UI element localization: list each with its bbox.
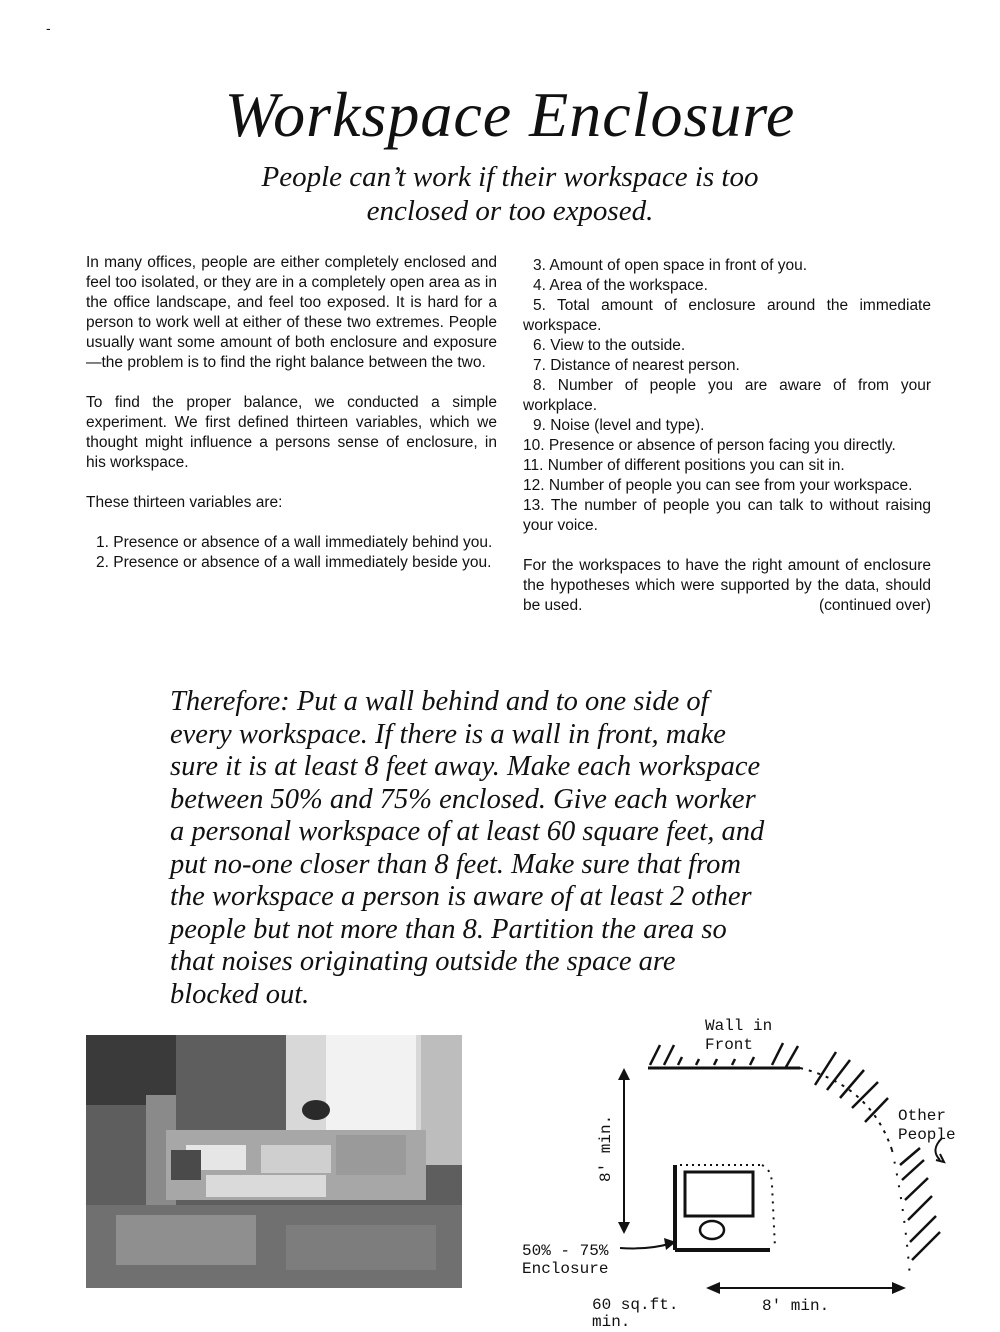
therefore-line: between 50% and 75% enclosed. Give each worker	[170, 783, 756, 815]
therefore-line: put no-one closer than 8 feet. Make sure that from	[170, 848, 741, 880]
enclosure-label: Enclosure	[522, 1260, 609, 1278]
variables-intro: These thirteen variables are:	[86, 494, 283, 511]
horizontal-dimension-label: 8' min.	[762, 1297, 830, 1315]
other-label: Other	[898, 1107, 947, 1125]
therefore-block	[170, 686, 850, 1011]
workspace-diagram	[500, 1010, 990, 1332]
vertical-arrowhead-bottom	[618, 1222, 630, 1234]
people-label: People	[898, 1126, 956, 1144]
subtitle-line-1: People can’t work if their workspace is too	[261, 161, 759, 193]
therefore-line: Therefore: Put a wall behind and to one side of	[170, 686, 709, 717]
variable-item-1: 1. Presence or absence of a wall immediately behind you.	[96, 534, 493, 551]
variable-item-9: 9. Noise (level and type).	[533, 417, 705, 434]
page-title: Workspace Enclosure	[224, 79, 796, 150]
area-label: 60 sq.ft.	[592, 1296, 679, 1314]
therefore-line: a personal workspace of at least 60 square feet, and	[170, 816, 765, 847]
variable-item-5: 5. Total amount of enclosure around the immediate workspace.	[523, 297, 931, 334]
horizontal-arrowhead-left	[706, 1282, 720, 1294]
enclosure-percent-label: 50% - 75%	[522, 1242, 609, 1260]
intro-paragraph: In many offices, people are either completely enclosed and feel too isolated, or they are in a completely open area as in the office landscape, and feel too exposed. It is hard for a person to work well at either of these two extremes. People usually want some amount of both enclosure and exposure—the problem is to find the right balance between the two.	[86, 254, 497, 371]
wall-in-label: Wall in	[705, 1017, 773, 1035]
photo-illustration	[86, 1035, 462, 1288]
subtitle-line-2: enclosed or too exposed.	[366, 195, 654, 227]
variable-item-8: 8. Number of people you are aware of from your workplace.	[523, 377, 931, 414]
variable-item-10: 10. Presence or absence of person facing you directly.	[523, 437, 896, 454]
vertical-dimension-label: 8' min.	[597, 1114, 615, 1182]
other-people-hatching	[900, 1148, 940, 1260]
right-column	[523, 256, 931, 616]
page-subtitle	[200, 160, 820, 228]
variable-item-13: 13. The number of people you can talk to without raising your voice.	[523, 497, 931, 534]
closing-paragraph	[523, 556, 931, 616]
curved-wall-hatching	[815, 1052, 888, 1122]
office-workspace-photo	[86, 1035, 462, 1288]
therefore-line: that noises originating outside the space are	[170, 946, 676, 977]
therefore-line: sure it is at least 8 feet away. Make each workspace	[170, 751, 761, 782]
vertical-arrowhead-top	[618, 1068, 630, 1080]
chair	[700, 1221, 724, 1239]
workspace-open-side	[762, 1165, 775, 1248]
experiment-paragraph: To find the proper balance, we conducted a simple experiment. We first defined thirteen variables, which we thought might influence a persons sense of enclosure, in his workspace.	[86, 394, 497, 471]
closing-text: For the workspaces to have the right amount of enclosure the hypotheses which were supported by the data, should be used.	[523, 557, 931, 614]
therefore-line: the workspace a person is aware of at least 2 other	[170, 881, 752, 912]
enclosure-arrow	[620, 1243, 672, 1248]
variable-item-11: 11. Number of different positions you can sit in.	[523, 457, 845, 474]
front-label: Front	[705, 1036, 754, 1054]
variable-item-3: 3. Amount of open space in front of you.	[533, 257, 808, 274]
desk	[685, 1172, 753, 1216]
variable-item-12: 12. Number of people you can see from your workspace.	[523, 477, 913, 494]
variable-item-7: 7. Distance of nearest person.	[533, 357, 740, 374]
therefore-line: people but not more than 8. Partition the area so	[170, 913, 727, 945]
variable-item-4: 4. Area of the workspace.	[533, 277, 708, 294]
corner-mark: -	[46, 20, 51, 36]
variable-item-2: 2. Presence or absence of a wall immediately beside you.	[96, 554, 492, 571]
horizontal-arrowhead-right	[892, 1282, 906, 1294]
therefore-line: every workspace. If there is a wall in front, make	[170, 718, 726, 750]
other-people-dots	[892, 1150, 910, 1278]
therefore-line: blocked out.	[170, 978, 310, 1010]
left-column	[86, 253, 497, 573]
area-min-label: min.	[592, 1313, 631, 1331]
continued-note: (continued over)	[818, 597, 931, 614]
variable-item-6: 6. View to the outside.	[533, 337, 686, 354]
